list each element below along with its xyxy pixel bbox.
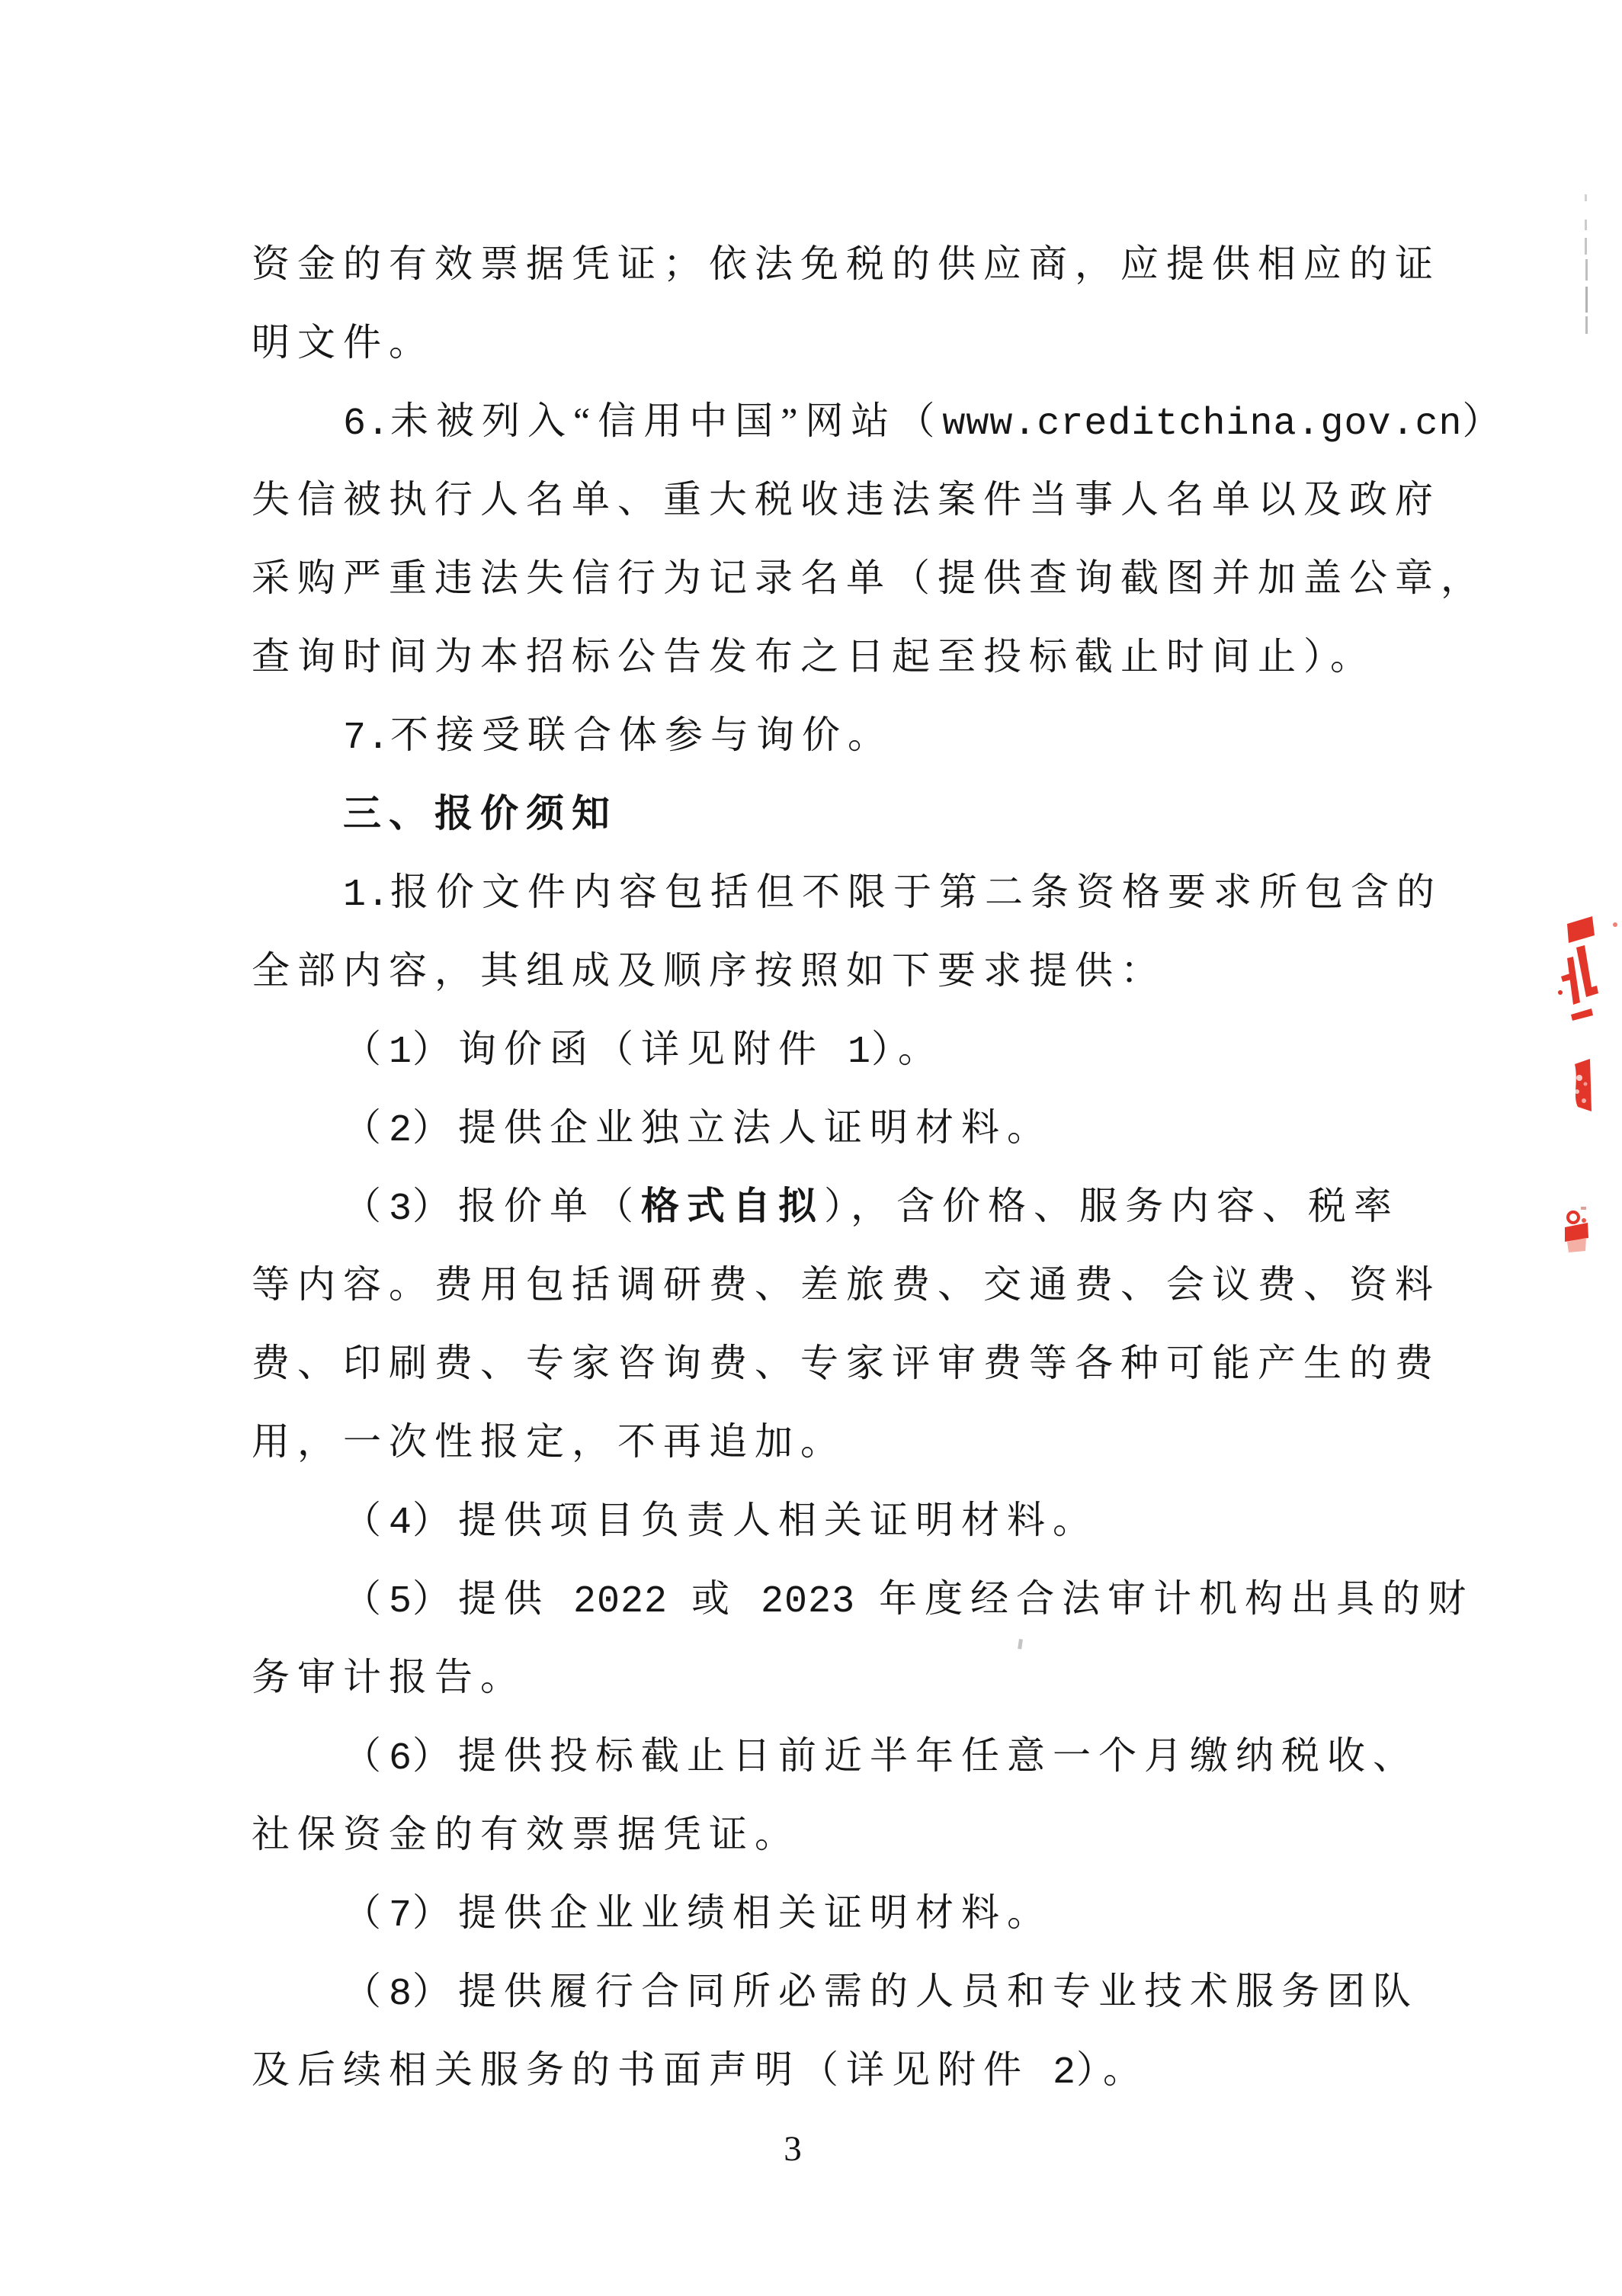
document-body: [252, 225, 1547, 2109]
text-segment: （: [343, 1970, 389, 2012]
text-segment: 用，一次性报定，不再追加。: [252, 1420, 846, 1463]
text-segment: （: [343, 1577, 389, 1620]
text-segment: 或: [691, 1577, 738, 1620]
text-segment: 2022: [550, 1580, 692, 1624]
text-line: [252, 1560, 1547, 1638]
text-segment: （: [343, 1028, 389, 1070]
text-segment: 1: [824, 1031, 872, 1074]
text-segment: 报价文件内容包括但不限于第二条资格要求所包含的: [390, 871, 1443, 913]
text-segment: ）提供项目负责人相关证明材料。: [412, 1499, 1099, 1541]
text-line: [252, 225, 1547, 303]
text-line: [252, 1010, 1547, 1089]
text-segment: ）。: [871, 1028, 944, 1070]
text-line: [252, 1324, 1547, 1403]
text-segment: 2023: [737, 1580, 880, 1624]
stamp-fragment-bottom: [1565, 1207, 1588, 1252]
text-line: [252, 303, 1547, 382]
text-segment: 等内容。费用包括调研费、差旅费、交通费、会议费、资料: [252, 1263, 1441, 1306]
text-segment: （: [343, 1499, 389, 1541]
text-segment: 4: [389, 1502, 413, 1545]
text-segment: 失信被执行人名单、重大税收违法案件当事人名单以及政府: [252, 478, 1441, 521]
text-segment: 及后续相关服务的书面声明（详见附件: [252, 2048, 1029, 2091]
text-segment: 务审计报告。: [252, 1656, 526, 1698]
text-segment: 3: [389, 1188, 413, 1231]
text-segment: 2: [389, 1109, 413, 1153]
scan-artifact-dashed-line: [1585, 194, 1588, 334]
text-segment: 6.: [343, 402, 391, 446]
text-segment: 明文件。: [252, 321, 434, 364]
text-line: [252, 1481, 1547, 1560]
text-segment: 7.: [343, 717, 391, 760]
text-segment: www.creditchina.gov.cn: [942, 402, 1463, 446]
text-line: [252, 1089, 1547, 1167]
text-segment: 三、报价须知: [343, 792, 617, 835]
text-line: [252, 932, 1547, 1010]
text-segment: 不接受联合体参与询价。: [390, 713, 894, 756]
text-segment: ）提供投标截止日前近半年任意一个月缴纳税收、: [412, 1734, 1419, 1777]
text-segment: 年度经合法审计机构出具的财: [879, 1577, 1474, 1620]
text-segment: ），含价格、服务内容、税率: [824, 1185, 1400, 1227]
text-segment: 8: [389, 1973, 413, 2016]
text-line: [252, 1795, 1547, 1874]
text-segment: （: [343, 1734, 389, 1777]
page-number: 3: [784, 2129, 802, 2169]
text-segment: 5: [389, 1580, 413, 1624]
text-segment: 6: [389, 1737, 413, 1781]
text-segment: 资金的有效票据凭证；依法免税的供应商，应提供相应的证: [252, 242, 1441, 285]
text-segment: ）。: [1076, 2048, 1149, 2091]
stamp-fragment-middle: [1575, 1059, 1592, 1111]
text-line: [252, 539, 1547, 617]
text-line: [252, 1638, 1547, 1717]
text-segment: 未被列入“信用中国”网站（: [390, 399, 943, 442]
text-segment: 格式自拟: [641, 1185, 825, 1227]
text-segment: 查询时间为本招标公告发布之日起至投标截止时间止）。: [252, 635, 1376, 678]
text-line: [252, 382, 1547, 460]
text-segment: （: [343, 1185, 389, 1227]
text-line: [252, 1874, 1547, 1952]
text-segment: ）提供企业独立法人证明材料。: [412, 1106, 1053, 1149]
text-segment: （: [343, 1891, 389, 1934]
text-segment: 社保资金的有效票据凭证。: [252, 1813, 800, 1855]
text-line: [252, 617, 1547, 696]
text-segment: ）: [1462, 399, 1508, 442]
text-segment: ）提供履行合同所必需的人员和专业技术服务团队: [412, 1970, 1419, 2012]
text-line: [252, 1403, 1547, 1481]
text-segment: ）提供: [412, 1577, 550, 1620]
text-segment: 1.: [343, 874, 391, 917]
text-segment: 2: [1029, 2051, 1077, 2095]
text-segment: 费、印刷费、专家咨询费、专家评审费等各种可能产生的费: [252, 1342, 1441, 1384]
text-segment: 1: [389, 1031, 413, 1074]
text-line: [252, 853, 1547, 932]
text-segment: ）提供企业业绩相关证明材料。: [412, 1891, 1053, 1934]
text-line: [252, 1952, 1547, 2031]
text-segment: 全部内容，其组成及顺序按照如下要求提供：: [252, 949, 1166, 992]
stamp-fragment-top: [1558, 916, 1617, 1021]
text-line: [252, 1246, 1547, 1324]
text-segment: （: [343, 1106, 389, 1149]
text-segment: 7: [389, 1894, 413, 1938]
text-segment: 采购严重违法失信行为记录名单（提供查询截图并加盖公章，: [252, 556, 1486, 599]
text-segment: ）报价单（: [412, 1185, 642, 1227]
text-line: [252, 696, 1547, 774]
text-segment: ）询价函（详见附件: [412, 1028, 825, 1070]
text-line: [252, 1717, 1547, 1795]
text-line: [252, 1167, 1547, 1246]
text-line: [252, 460, 1547, 539]
text-line: [252, 774, 1547, 853]
text-line: [252, 2031, 1547, 2109]
